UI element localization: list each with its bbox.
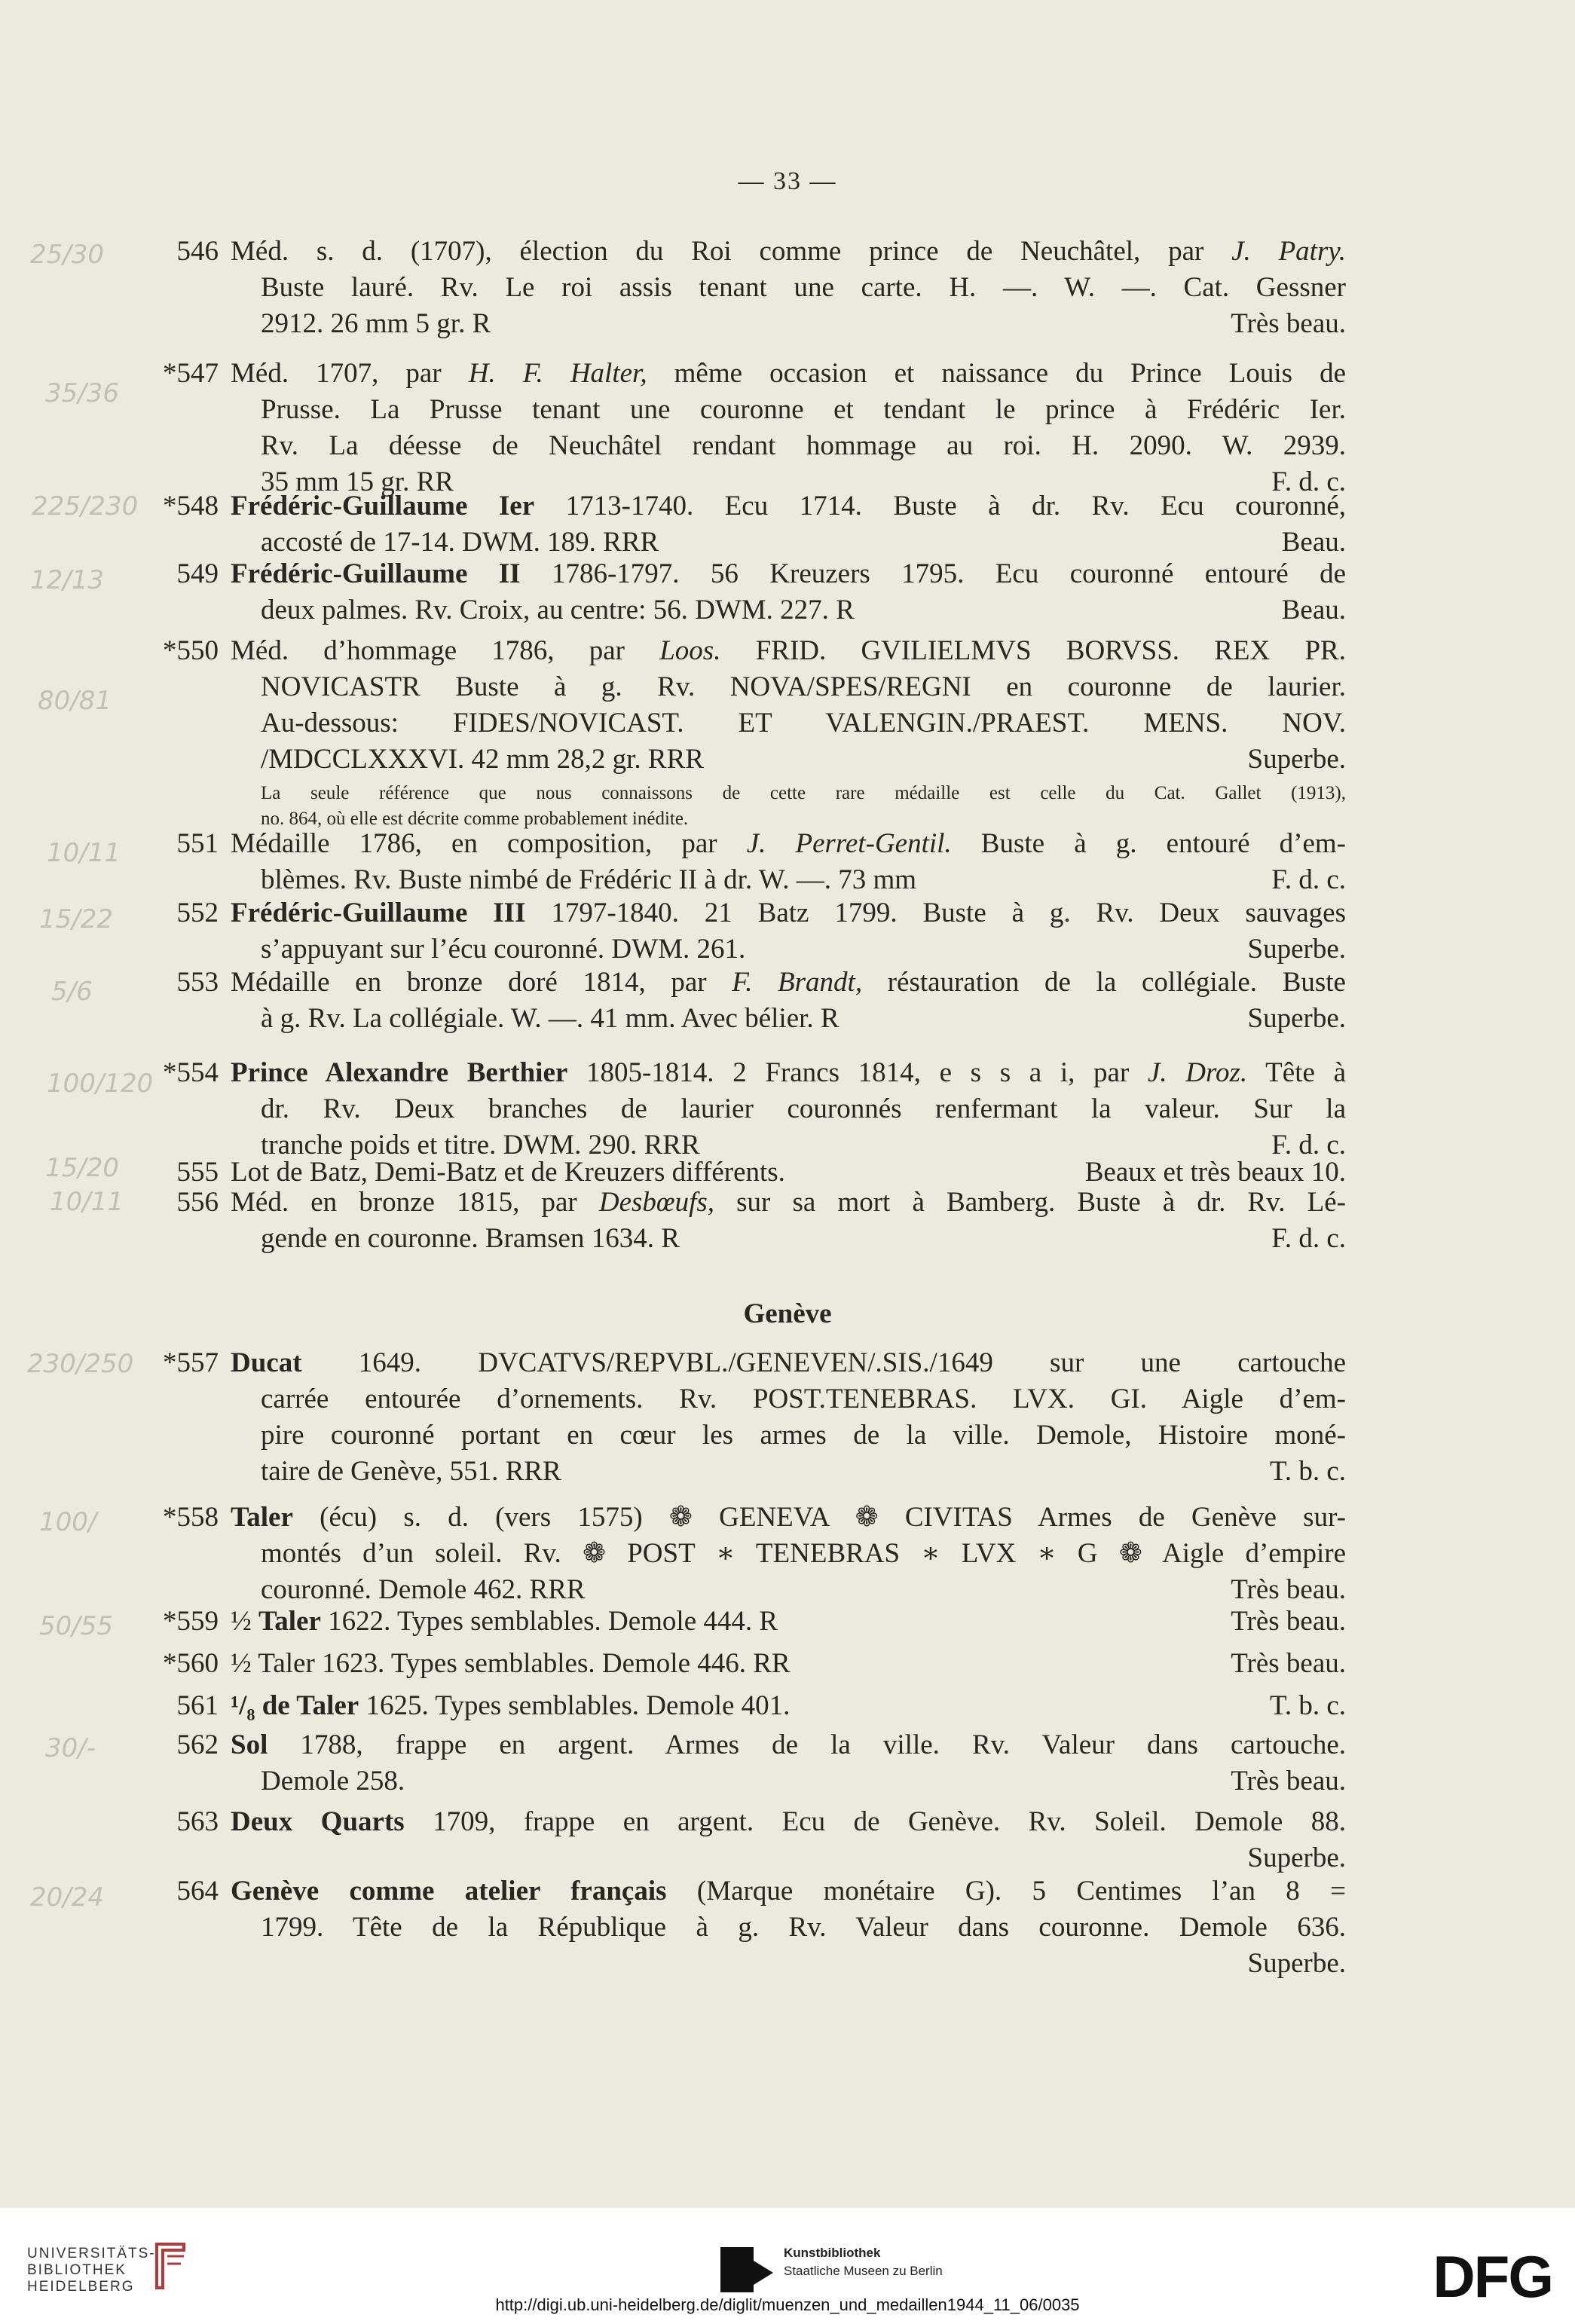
lot-number: 562 [176, 1729, 219, 1760]
entry-text-line: accosté de 17-14. DWM. 189. RRR [261, 527, 659, 558]
entry-text-line: Sol 1788, frappe en argent. Armes de la ville. Rv. Valeur dans cartouche. [231, 1729, 1346, 1760]
condition-grade: Très beau. [1231, 1606, 1346, 1637]
condition-grade: Superbe. [1247, 1948, 1346, 1979]
pencil-price-note: 80/81 [38, 686, 112, 716]
entry-text-line: ½ Taler 1622. Types semblables. Demole 444. R [231, 1606, 778, 1637]
entry-text-line: couronné. Demole 462. RRR [261, 1574, 586, 1605]
lot-number: 561 [176, 1690, 219, 1721]
lot-number: 549 [176, 558, 219, 589]
lot-number: 552 [176, 897, 219, 928]
entry-text-line: Prince Alexandre Berthier 1805-1814. 2 Francs 1814, e s s a i, par J. Droz. Tête à [231, 1057, 1346, 1088]
entry-text-line: Deux Quarts 1709, frappe en argent. Ecu de Genève. Rv. Soleil. Demole 88. [231, 1806, 1346, 1837]
condition-grade: Très beau. [1231, 1766, 1346, 1797]
condition-grade: Beaux et très beaux 10. [1084, 1157, 1346, 1188]
entry-text-line: Frédéric-Guillaume III 1797-1840. 21 Batz 1799. Buste à g. Rv. Deux sauvages [231, 897, 1347, 928]
condition-grade: Superbe. [1247, 1003, 1346, 1034]
lot-number: 564 [176, 1876, 219, 1907]
lot-number: *548 [163, 491, 219, 521]
footnote-line: La seule référence que nous connaissons de cette rare médaille est celle du Cat. Gallet (1913), [261, 783, 1346, 803]
entry-text-line: NOVICASTR Buste à g. Rv. NOVA/SPES/REGNI en couronne de laurier. [261, 671, 1346, 702]
condition-grade: Très beau. [1231, 1574, 1346, 1605]
lot-number: 553 [176, 967, 219, 998]
ub-heidelberg-logo-icon [151, 2240, 190, 2292]
entry-text-line: Méd. 1707, par H. F. Halter, même occasion et naissance du Prince Louis de [231, 358, 1346, 389]
entry-text-line: Taler (écu) s. d. (vers 1575) ❁ GENEVA ❁ CIVITAS Armes de Genève sur- [231, 1502, 1346, 1533]
lot-number: 556 [176, 1187, 219, 1218]
section-heading-geneve: Genève [743, 1298, 832, 1329]
lot-number: *554 [163, 1057, 219, 1088]
entry-text-line: ¹/₈ de Taler 1625. Types semblables. Demole 401. [231, 1690, 791, 1721]
lot-number: *547 [163, 358, 219, 389]
entry-text-line: Genève comme atelier français (Marque monétaire G). 5 Centimes l’an 8 = [231, 1876, 1346, 1907]
ub-heidelberg-label: UNIVERSITÄTS- BIBLIOTHEK HEIDELBERG [27, 2246, 156, 2295]
pencil-price-note: 100/ [39, 1507, 97, 1537]
lot-number: 546 [176, 236, 219, 267]
condition-grade: Beau. [1281, 595, 1346, 625]
kunstbibliothek-label: Kunstbibliothek Staatliche Museen zu Berlin [784, 2246, 943, 2278]
kunstbibliothek-logo-icon [720, 2247, 773, 2292]
lot-number: 551 [176, 828, 219, 859]
entry-text-line: montés d’un soleil. Rv. ❁ POST ∗ TENEBRAS ∗ LVX ∗ G ❁ Aigle d’empire [261, 1538, 1346, 1569]
entry-text-line: à g. Rv. La collégiale. W. —. 41 mm. Avec bélier. R [261, 1003, 839, 1034]
entry-text-line: tranche poids et titre. DWM. 290. RRR [261, 1130, 700, 1160]
footnote-line: no. 864, où elle est décrite comme probablement inédite. [261, 809, 689, 829]
lot-number: 555 [176, 1157, 219, 1188]
entry-text-line: Médaille 1786, en composition, par J. Perret-Gentil. Buste à g. entouré d’em- [231, 828, 1346, 859]
entry-text-line: taire de Genève, 551. RRR [261, 1456, 561, 1487]
pencil-price-note: 35/36 [45, 378, 119, 408]
condition-grade: F. d. c. [1271, 864, 1346, 895]
pencil-price-note: 10/11 [47, 838, 121, 868]
entry-text-line: Frédéric-Guillaume Ier 1713-1740. Ecu 1714. Buste à dr. Rv. Ecu couronné, [231, 491, 1346, 521]
pencil-price-note: 50/55 [39, 1611, 113, 1641]
condition-grade: Superbe. [1247, 934, 1346, 965]
entry-text-line: Ducat 1649. DVCATVS/REPVBL./GENEVEN/.SIS./1649 sur une cartouche [231, 1347, 1346, 1378]
condition-grade: F. d. c. [1271, 466, 1346, 497]
entry-text-line: Frédéric-Guillaume II 1786-1797. 56 Kreuzers 1795. Ecu couronné entouré de [231, 558, 1346, 589]
lot-number: 563 [176, 1806, 219, 1837]
entry-text-line: Méd. d’hommage 1786, par Loos. FRID. GVILIELMVS BORVSS. REX PR. [231, 635, 1346, 666]
lot-number: *550 [163, 635, 219, 666]
pencil-price-note: 30/- [45, 1733, 96, 1763]
entry-text-line: s’appuyant sur l’écu couronné. DWM. 261. [261, 934, 746, 965]
pencil-price-note: 100/120 [47, 1069, 154, 1099]
entry-text-line: Buste lauré. Rv. Le roi assis tenant une carte. H. —. W. —. Cat. Gessner [261, 272, 1346, 303]
condition-grade: T. b. c. [1269, 1690, 1346, 1721]
condition-grade: T. b. c. [1269, 1456, 1346, 1487]
entry-text-line: 1799. Tête de la République à g. Rv. Valeur dans couronne. Demole 636. [261, 1912, 1346, 1943]
pencil-price-note: 5/6 [51, 977, 93, 1007]
condition-grade: Très beau. [1231, 308, 1346, 339]
entry-text-line: pire couronné portant en cœur les armes de la ville. Demole, Histoire moné- [261, 1420, 1346, 1451]
pencil-price-note: 15/22 [39, 904, 113, 934]
lot-number: *559 [163, 1606, 219, 1637]
entry-text-line: /MDCCLXXXVI. 42 mm 28,2 gr. RRR [261, 744, 704, 775]
lot-number: *560 [163, 1648, 219, 1679]
entry-text-line: Demole 258. [261, 1766, 405, 1797]
entry-text-line: blèmes. Rv. Buste nimbé de Frédéric II à dr. W. —. 73 mm [261, 864, 917, 895]
pencil-price-note: 230/250 [27, 1349, 134, 1379]
entry-text-line: deux palmes. Rv. Croix, au centre: 56. DWM. 227. R [261, 595, 855, 625]
lot-number: *558 [163, 1502, 219, 1533]
pencil-price-note: 15/20 [45, 1153, 119, 1183]
entry-text-line: Lot de Batz, Demi-Batz et de Kreuzers différents. [231, 1157, 785, 1188]
pencil-price-note: 12/13 [30, 565, 104, 595]
entry-text-line: Méd. s. d. (1707), élection du Roi comme prince de Neuchâtel, par J. Patry. [231, 236, 1346, 267]
condition-grade: Beau. [1281, 527, 1346, 558]
entry-text-line: Prusse. La Prusse tenant une couronne et tendant le prince à Frédéric Ier. [261, 394, 1346, 425]
page-number: — 33 — [738, 167, 837, 195]
condition-grade: Superbe. [1247, 1842, 1346, 1873]
source-url[interactable]: http://digi.ub.uni-heidelberg.de/diglit/muenzen_und_medaillen1944_11_06/0035 [495, 2295, 1080, 2314]
entry-text-line: Au-dessous: FIDES/NOVICAST. ET VALENGIN./PRAEST. MENS. NOV. [261, 708, 1346, 738]
pencil-price-note: 25/30 [30, 240, 104, 270]
digitization-footer [0, 2208, 1575, 2324]
entry-text-line: carrée entourée d’ornements. Rv. POST.TENEBRAS. LVX. GI. Aigle d’em- [261, 1384, 1346, 1414]
pencil-price-note: 225/230 [32, 491, 139, 521]
pencil-price-note: 10/11 [50, 1187, 124, 1217]
entry-text-line: Rv. La déesse de Neuchâtel rendant hommage au roi. H. 2090. W. 2939. [261, 430, 1346, 461]
lot-number: *557 [163, 1347, 219, 1378]
dfg-logo: DFG [1433, 2243, 1552, 2310]
pencil-price-note: 20/24 [30, 1882, 104, 1913]
entry-text-line: dr. Rv. Deux branches de laurier couronnés renfermant la valeur. Sur la [261, 1093, 1346, 1124]
condition-grade: F. d. c. [1271, 1130, 1346, 1160]
entry-text-line: Médaille en bronze doré 1814, par F. Brandt, réstauration de la collégiale. Buste [231, 967, 1346, 998]
entry-text-line: ½ Taler 1623. Types semblables. Demole 446. RR [231, 1648, 791, 1679]
condition-grade: Superbe. [1247, 744, 1346, 775]
entry-text-line: 35 mm 15 gr. RR [261, 466, 454, 497]
entry-text-line: Méd. en bronze 1815, par Desbœufs, sur sa mort à Bamberg. Buste à dr. Rv. Lé- [231, 1187, 1347, 1218]
entry-text-line: 2912. 26 mm 5 gr. R [261, 308, 491, 339]
condition-grade: Très beau. [1231, 1648, 1346, 1679]
condition-grade: F. d. c. [1271, 1223, 1346, 1254]
entry-text-line: gende en couronne. Bramsen 1634. R [261, 1223, 680, 1254]
